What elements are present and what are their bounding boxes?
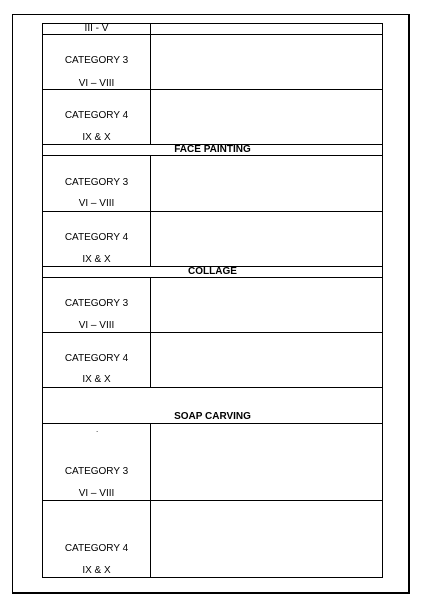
table-row: [43, 156, 383, 212]
section-cell: [43, 388, 383, 424]
table-row: [43, 212, 383, 267]
label-cell: [43, 35, 151, 90]
entry-cell[interactable]: [151, 424, 383, 501]
entry-cell[interactable]: [151, 90, 383, 145]
grade-range: IX & X: [82, 565, 111, 576]
grade-range: IX & X: [82, 132, 111, 143]
entry-cell[interactable]: [151, 24, 383, 35]
grade-range: III - V: [84, 23, 109, 34]
entry-cell[interactable]: [151, 35, 383, 90]
category-label: CATEGORY 3: [64, 298, 129, 309]
label-cell: [43, 278, 151, 333]
table-row: [43, 35, 383, 90]
category-label: CATEGORY 3: [64, 466, 129, 477]
section-title: SOAP CARVING: [174, 411, 251, 422]
label-cell: [43, 212, 151, 267]
category-label: CATEGORY 4: [64, 353, 129, 364]
category-label: CATEGORY 3: [64, 177, 129, 188]
entry-cell[interactable]: [151, 501, 383, 578]
table-row: [43, 90, 383, 145]
grade-range: IX & X: [82, 374, 111, 385]
grade-range: VI – VIII: [78, 78, 115, 89]
entry-cell[interactable]: [151, 278, 383, 333]
section-header-row: [43, 145, 383, 156]
label-cell: [43, 156, 151, 212]
entry-cell[interactable]: [151, 212, 383, 267]
section-title: FACE PAINTING: [43, 145, 383, 156]
label-cell: [43, 501, 151, 578]
entry-cell[interactable]: [151, 333, 383, 388]
section-title: COLLAGE: [43, 267, 383, 278]
category-label: CATEGORY 4: [64, 110, 129, 121]
table-row: [43, 501, 383, 578]
table-row: [43, 24, 383, 35]
grade-range: VI – VIII: [78, 488, 115, 499]
table-row: [43, 333, 383, 388]
entry-cell[interactable]: [151, 156, 383, 212]
label-cell: [43, 90, 151, 145]
category-label: CATEGORY 4: [64, 543, 129, 554]
category-label: CATEGORY 3: [64, 55, 129, 66]
category-label: CATEGORY 4: [64, 232, 129, 243]
stray-mark: .: [96, 425, 99, 434]
table-row: [43, 278, 383, 333]
grade-range: VI – VIII: [78, 320, 115, 331]
grade-range: VI – VIII: [78, 198, 115, 209]
section-header-row: [43, 267, 383, 278]
label-cell: [43, 24, 151, 35]
section-header-row: [43, 388, 383, 424]
competition-table: [42, 23, 383, 578]
grade-range: IX & X: [82, 254, 111, 265]
label-cell: [43, 424, 151, 501]
label-cell: [43, 333, 151, 388]
table-row: [43, 424, 383, 501]
